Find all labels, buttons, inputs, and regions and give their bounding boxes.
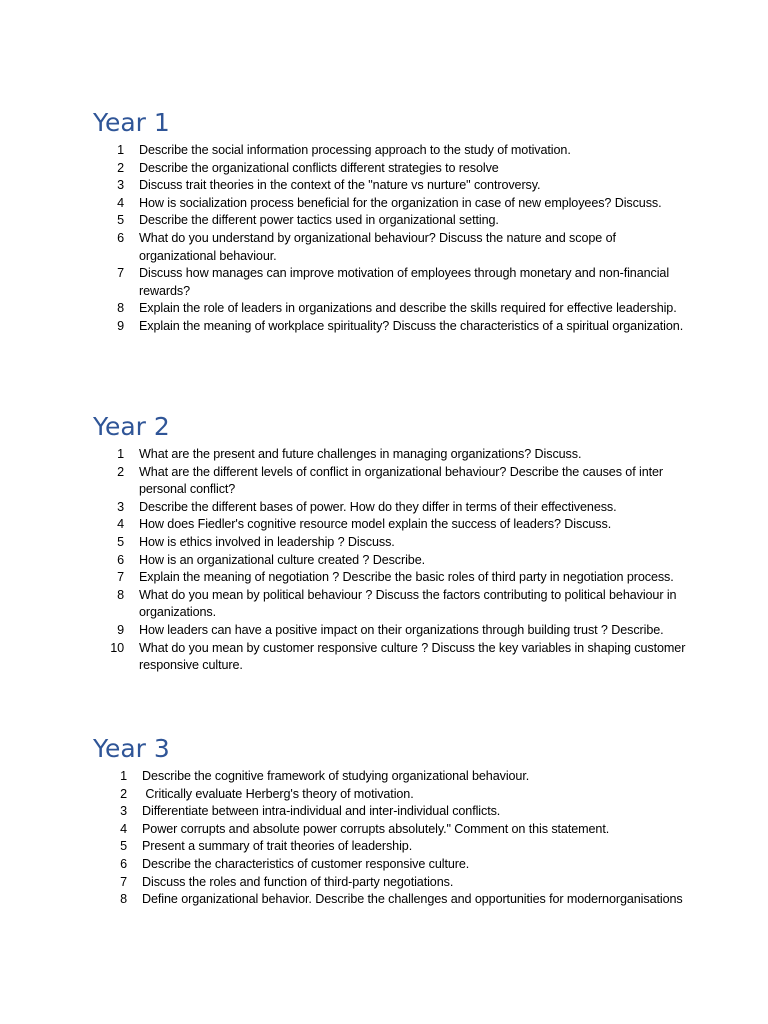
item-text: Explain the meaning of negotiation ? Describe the basic roles of third party in negotiation process. [139, 570, 674, 585]
list-item [93, 318, 693, 336]
item-number: 2 [117, 464, 124, 479]
item-text: How is socialization process beneficial for the organization in case of new employees? Discuss. [139, 195, 662, 210]
item-text: Describe the cognitive framework of studying organizational behaviour. [142, 769, 530, 783]
item-text: Power corrupts and absolute power corrupts absolutely." Comment on this statement. [142, 821, 610, 836]
list-item [93, 768, 693, 786]
list-item [93, 786, 693, 804]
item-text: Present a summary of trait theories of leadership. [142, 839, 413, 854]
list-item [93, 640, 693, 675]
list-item [93, 177, 693, 195]
section-year-3 [93, 734, 693, 909]
list-item [93, 856, 693, 874]
item-number: 10 [110, 640, 124, 655]
list-item [93, 464, 693, 499]
list-item [93, 212, 693, 230]
section-title: Year 1 [93, 108, 170, 137]
item-number: 4 [117, 195, 124, 210]
item-text: Describe the different bases of power. How do they differ in terms of their effectiveness. [139, 499, 617, 514]
list-item [93, 622, 693, 640]
list-item [93, 230, 693, 265]
list-item [93, 821, 693, 839]
list-item [93, 499, 693, 517]
list-item [93, 569, 693, 587]
section-year-2 [93, 412, 693, 675]
item-text: Describe the organizational conflicts different strategies to resolve [139, 160, 499, 175]
item-text: Explain the role of leaders in organizations and describe the skills required for effective leadership. [139, 301, 677, 316]
item-number: 3 [117, 499, 124, 514]
list-item [93, 195, 693, 213]
item-number: 4 [120, 821, 127, 836]
item-number: 7 [120, 874, 127, 889]
item-number: 3 [120, 804, 127, 819]
item-text: How leaders can have a positive impact on their organizations through building trust ? Describe. [139, 622, 664, 637]
item-text: What are the different levels of conflict in organizational behaviour? Describe the causes of inter personal conflict? [139, 464, 664, 497]
item-number: 9 [117, 318, 124, 333]
item-number: 5 [117, 534, 124, 549]
item-number: 7 [117, 570, 124, 585]
item-number: 8 [117, 587, 124, 602]
list-item [93, 446, 693, 464]
item-number: 1 [117, 447, 124, 461]
list-item [93, 160, 693, 178]
list-item [93, 516, 693, 534]
question-list [93, 446, 693, 675]
item-text: Critically evaluate Herberg's theory of motivation. [142, 786, 414, 801]
item-text: Discuss the roles and function of third-party negotiations. [142, 874, 454, 889]
item-number: 6 [117, 230, 124, 245]
item-text: How does Fiedler's cognitive resource model explain the success of leaders? Discuss. [139, 517, 612, 532]
item-text: How is ethics involved in leadership ? Discuss. [139, 534, 395, 549]
item-number: 6 [120, 856, 127, 871]
item-text: Describe the characteristics of customer responsive culture. [142, 856, 470, 871]
section-year-1 [93, 108, 693, 336]
list-item [93, 587, 693, 622]
item-text: Describe the different power tactics used in organizational setting. [139, 213, 499, 228]
item-number: 5 [120, 839, 127, 854]
item-text: Discuss trait theories in the context of the "nature vs nurture" controversy. [139, 178, 541, 193]
item-number: 7 [117, 266, 124, 281]
item-text: Describe the social information processing approach to the study of motivation. [139, 143, 571, 157]
item-number: 2 [120, 786, 127, 801]
question-list [93, 142, 693, 336]
list-item [93, 534, 693, 552]
item-text: Define organizational behavior. Describe the challenges and opportunities for modernorganisations [142, 892, 683, 907]
item-number: 9 [117, 622, 124, 637]
item-number: 5 [117, 213, 124, 228]
item-number: 8 [120, 892, 127, 907]
list-item [93, 552, 693, 570]
list-item [93, 874, 693, 892]
list-item [93, 803, 693, 821]
item-number: 2 [117, 160, 124, 175]
section-title: Year 3 [93, 734, 170, 763]
item-text: What do you mean by political behaviour ? Discuss the factors contributing to political behaviour in organizations. [139, 587, 677, 620]
item-text: What are the present and future challenges in managing organizations? Discuss. [139, 447, 582, 461]
item-number: 8 [117, 301, 124, 316]
item-number: 3 [117, 178, 124, 193]
list-item [93, 838, 693, 856]
item-number: 1 [120, 769, 127, 783]
item-text: What do you understand by organizational behaviour? Discuss the nature and scope of organizational behaviour. [139, 230, 616, 263]
question-list [93, 768, 693, 909]
list-item [93, 300, 693, 318]
list-item [93, 265, 693, 300]
item-text: Discuss how manages can improve motivation of employees through monetary and non-financial rewards? [139, 266, 670, 298]
item-number: 4 [117, 517, 124, 532]
item-text: Explain the meaning of workplace spirituality? Discuss the characteristics of a spiritual organization. [139, 318, 684, 333]
list-item [93, 142, 693, 160]
item-number: 6 [117, 552, 124, 567]
section-title: Year 2 [93, 412, 170, 441]
item-text: How is an organizational culture created ? Describe. [139, 552, 426, 567]
list-item [93, 891, 693, 909]
item-number: 1 [117, 143, 124, 157]
item-text: What do you mean by customer responsive culture ? Discuss the key variables in shaping customer responsive culture. [139, 640, 686, 673]
item-text: Differentiate between intra-individual and inter-individual conflicts. [142, 804, 501, 819]
